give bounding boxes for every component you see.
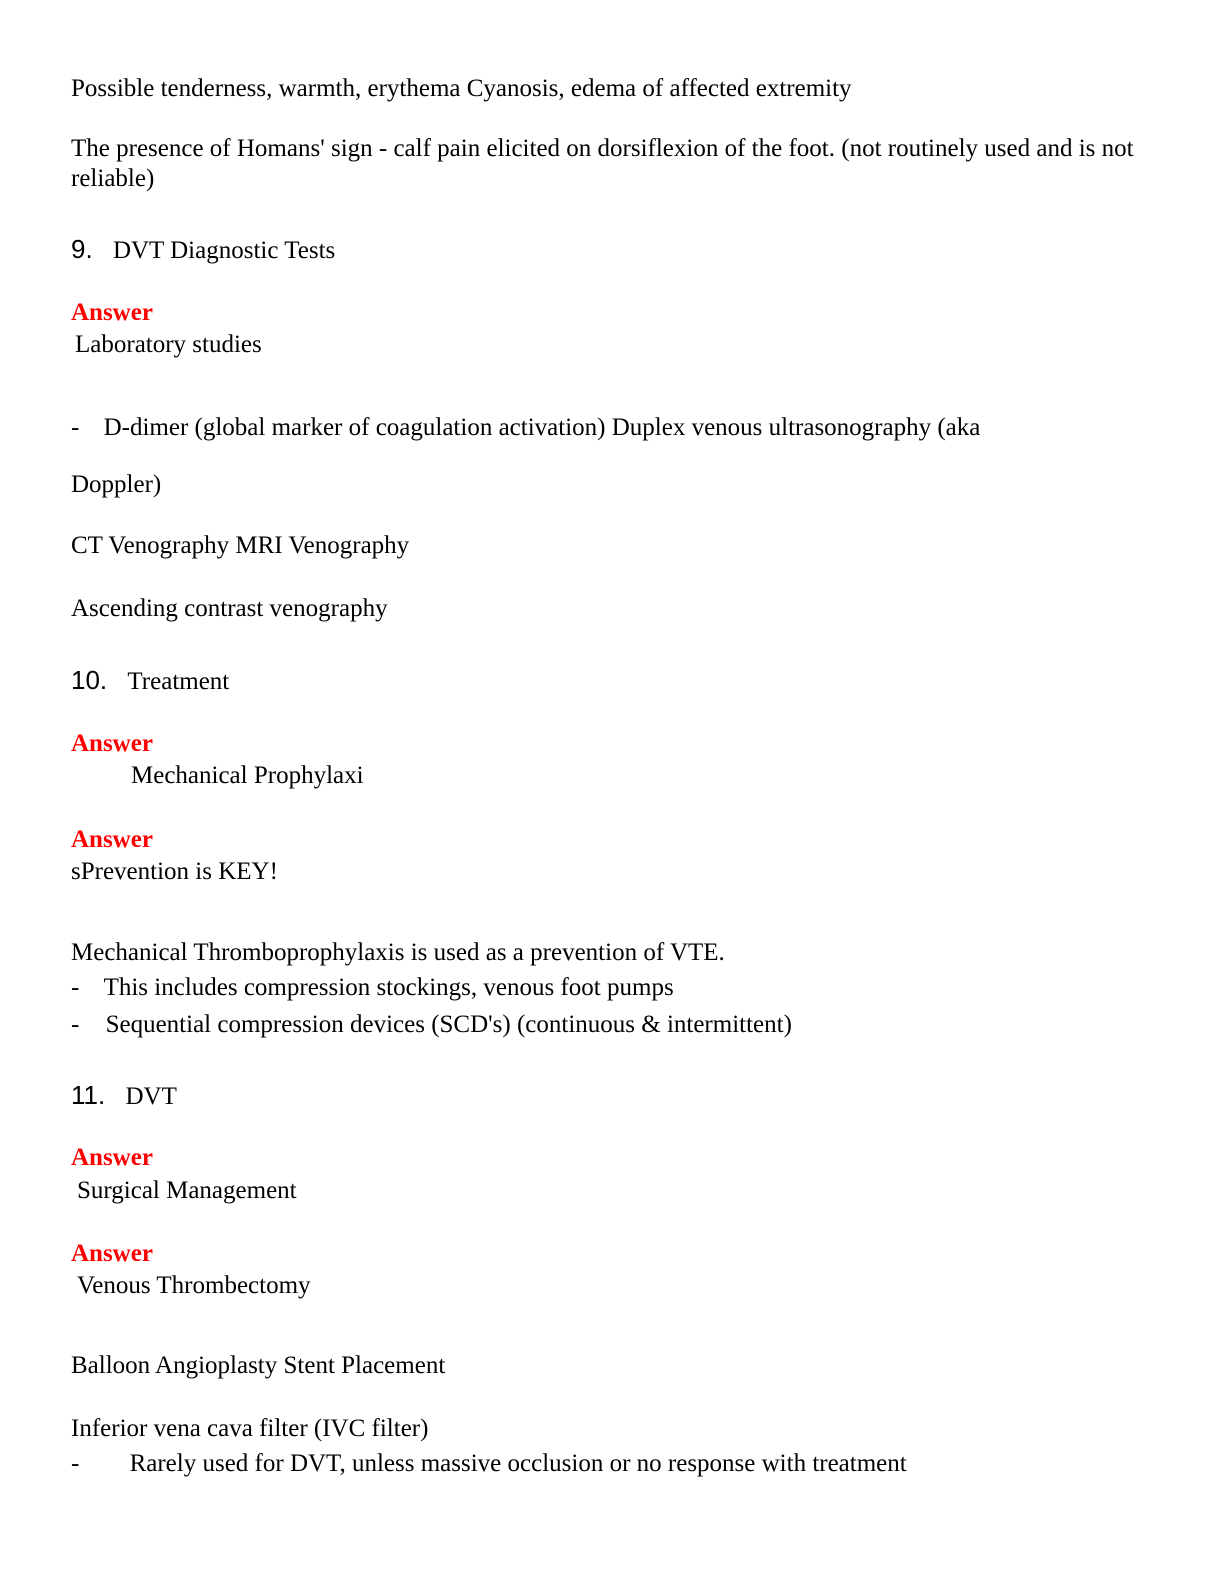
list-item [71, 413, 980, 443]
answer-label: Answer [71, 1240, 153, 1267]
question-11-heading [71, 1080, 177, 1112]
question-number: 10. [71, 665, 108, 695]
answer-label: Answer [71, 730, 153, 757]
list-item-text: D-dimer (global marker of coagulation activation) Duplex venous ultrasonography (aka [103, 414, 981, 441]
intro-line-2: The presence of Homans' sign - calf pain elicited on dorsiflexion of the foot. (not routinely used and is not reliable) [71, 135, 1134, 192]
bullet-dash: - [71, 1011, 80, 1038]
list-item [71, 973, 674, 1003]
question-number: 11. [71, 1080, 106, 1110]
answer-text: Mechanical Prophylaxi [131, 762, 364, 789]
bullet-dash: - [71, 1450, 80, 1477]
question-title: Treatment [127, 668, 230, 695]
list-item-continued: Doppler) [71, 471, 162, 498]
answer-label: Answer [71, 826, 153, 853]
answer-label: Answer [71, 1144, 153, 1171]
list-item [71, 1449, 907, 1479]
list-item [71, 1010, 792, 1040]
question-9-heading [71, 234, 335, 266]
answer-text: sPrevention is KEY! [71, 858, 278, 885]
list-item-text: This includes compression stockings, venous foot pumps [103, 974, 674, 1001]
body-text: Mechanical Thromboprophylaxis is used as a prevention of VTE. [71, 939, 725, 966]
intro-line-1: Possible tenderness, warmth, erythema Cyanosis, edema of affected extremity [71, 75, 852, 102]
answer-label: Answer [71, 299, 153, 326]
list-item: Ascending contrast venography [71, 595, 388, 622]
list-item-text: Rarely used for DVT, unless massive occlusion or no response with treatment [129, 1450, 907, 1477]
list-item: Balloon Angioplasty Stent Placement [71, 1352, 446, 1379]
answer-text: Venous Thrombectomy [77, 1272, 311, 1299]
question-title: DVT Diagnostic Tests [112, 237, 336, 264]
list-item: Inferior vena cava filter (IVC filter) [71, 1415, 429, 1442]
list-item-text: Sequential compression devices (SCD's) (continuous & intermittent) [105, 1011, 792, 1038]
question-number: 9. [71, 234, 93, 264]
list-item: CT Venography MRI Venography [71, 532, 410, 559]
answer-text: Surgical Management [77, 1177, 297, 1204]
answer-text: Laboratory studies [75, 331, 262, 358]
bullet-dash: - [71, 974, 80, 1001]
question-10-heading [71, 665, 229, 697]
bullet-dash: - [71, 414, 80, 441]
question-title: DVT [125, 1083, 177, 1110]
